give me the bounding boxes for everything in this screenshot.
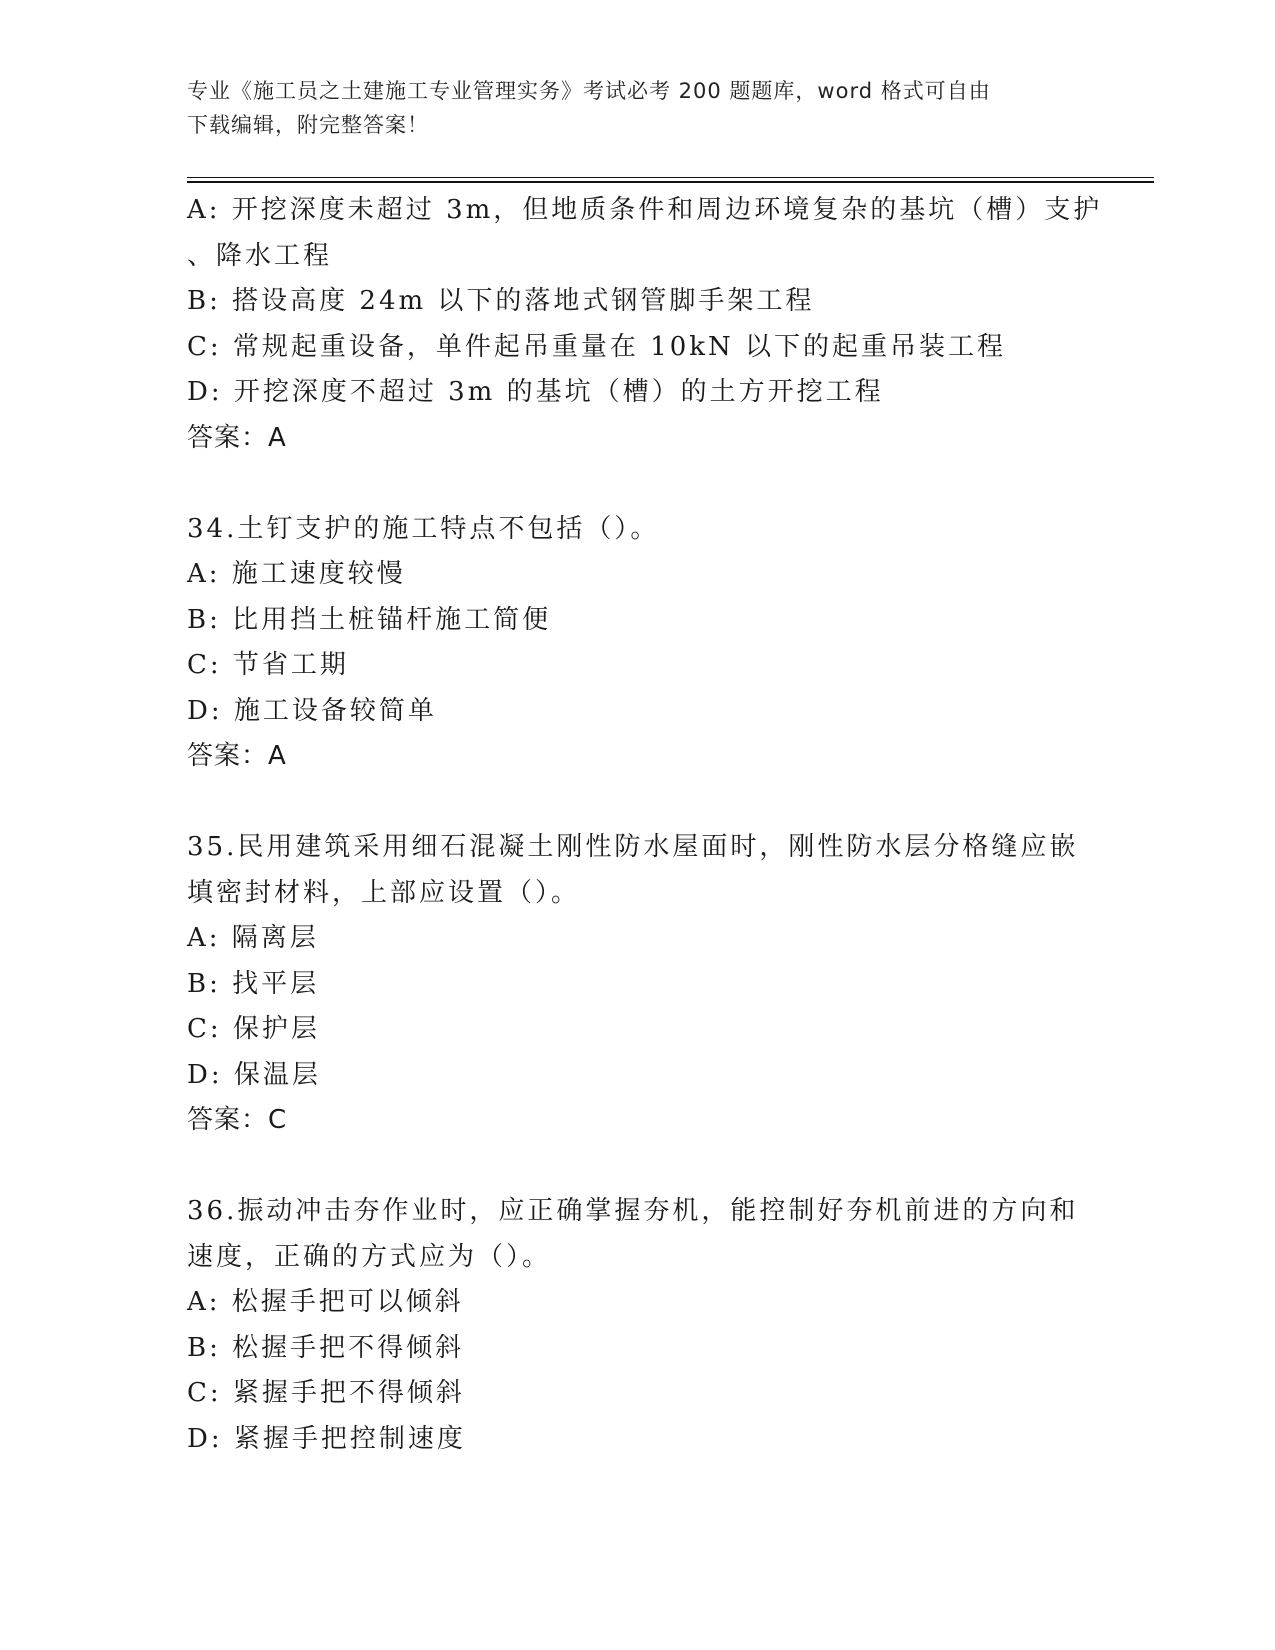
spacer [187, 780, 1087, 826]
question-35 [187, 825, 1087, 1144]
option-b: B: 松握手把不得倾斜 [187, 1332, 465, 1363]
option-a-line-1: A: 开挖深度未超过 3m，但地质条件和周边环境复杂的基坑（槽）支护 [187, 195, 1103, 225]
question-stem-line-2: 填密封材料，上部应设置（）。 [187, 877, 581, 908]
question-stem-line-1: 35.民用建筑采用细石混凝土刚性防水屋面时，刚性防水层分格缝应嵌 [187, 832, 1079, 862]
header-divider-thick [187, 181, 1154, 183]
option-d: D: 保温层 [187, 1059, 321, 1090]
question-stem: 34.土钉支护的施工特点不包括（）。 [187, 513, 660, 544]
answer: 答案：A [187, 741, 287, 771]
question-list [187, 188, 1103, 1462]
option-a: A: 松握手把可以倾斜 [187, 1287, 464, 1317]
option-b: B: 找平层 [187, 968, 320, 999]
question-stem-line-1: 36.振动冲击夯作业时，应正确掌握夯机，能控制好夯机前进的方向和 [187, 1196, 1079, 1226]
question-36 [187, 1189, 1087, 1462]
option-d: D: 施工设备较简单 [187, 695, 437, 726]
option-b: B: 比用挡土桩锚杆施工简便 [187, 604, 552, 635]
header-divider-thin [187, 177, 1154, 178]
option-c: C: 保护层 [187, 1014, 320, 1044]
option-d: D: 紧握手把控制速度 [187, 1423, 466, 1454]
option-a: A: 隔离层 [187, 923, 319, 953]
option-c: C: 常规起重设备，单件起吊重量在 10kN 以下的起重吊装工程 [187, 331, 1007, 362]
option-d: D: 开挖深度不超过 3m 的基坑（槽）的土方开挖工程 [187, 377, 884, 407]
answer: 答案：A [187, 422, 287, 453]
question-34 [187, 507, 1087, 780]
header-line-1: 专业《施工员之土建施工专业管理实务》考试必考 200 题题库，word 格式可自由 [187, 79, 991, 103]
option-c: C: 节省工期 [187, 650, 349, 680]
option-a: A: 施工速度较慢 [187, 559, 406, 589]
document-header [187, 74, 1067, 142]
question-stem-line-2: 速度，正确的方式应为（）。 [187, 1241, 552, 1272]
spacer [187, 1144, 1087, 1190]
option-a-line-2: 、降水工程 [187, 240, 333, 271]
option-b: B: 搭设高度 24m 以下的落地式钢管脚手架工程 [187, 286, 815, 316]
question-33 [187, 188, 1103, 461]
option-c: C: 紧握手把不得倾斜 [187, 1378, 465, 1408]
answer: 答案：C [187, 1105, 288, 1135]
spacer [187, 461, 1087, 507]
header-line-2: 下载编辑，附完整答案！ [187, 113, 429, 137]
